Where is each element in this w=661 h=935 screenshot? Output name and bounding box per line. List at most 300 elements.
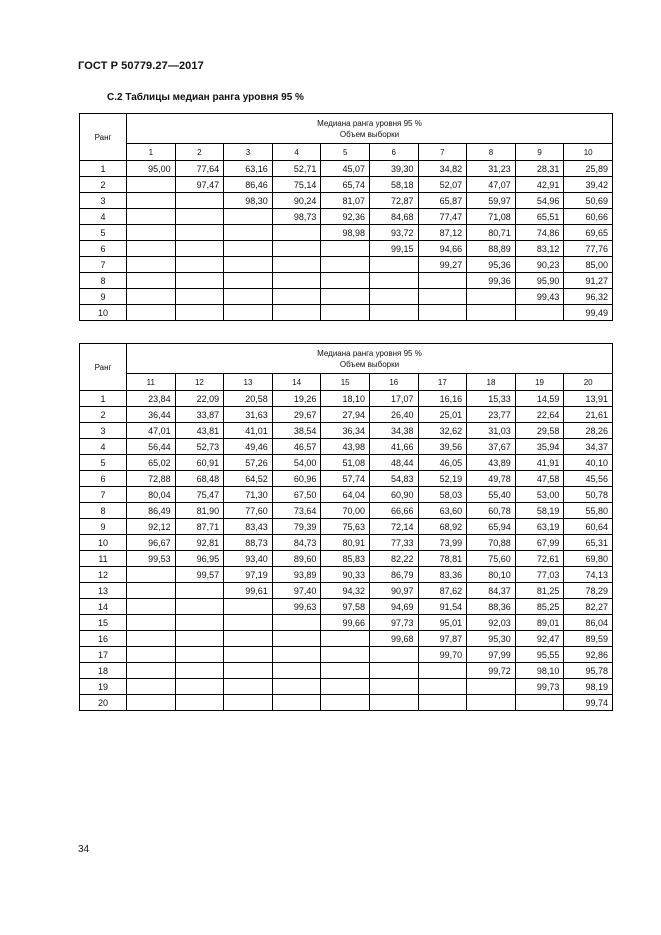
page-number: 34: [78, 844, 90, 855]
rank-cell: 5: [80, 455, 127, 471]
sample-size-header: 5: [321, 144, 370, 161]
value-cell: 80,04: [127, 487, 176, 503]
rank-table-2: [79, 343, 613, 711]
value-cell: [515, 305, 564, 321]
value-cell: [175, 615, 224, 631]
value-cell: 29,67: [272, 407, 321, 423]
value-cell: 86,04: [564, 615, 613, 631]
value-cell: 54,96: [515, 193, 564, 209]
value-cell: 74,86: [515, 225, 564, 241]
value-cell: [467, 289, 516, 305]
value-cell: 99,15: [369, 241, 418, 257]
value-cell: 22,64: [515, 407, 564, 423]
value-cell: 87,12: [418, 225, 467, 241]
sample-size-header-row: [80, 374, 613, 391]
value-cell: 52,19: [418, 471, 467, 487]
sample-size-header: 18: [467, 374, 516, 391]
rank-cell: 19: [80, 679, 127, 695]
value-cell: 70,00: [321, 503, 370, 519]
value-cell: 98,98: [321, 225, 370, 241]
value-cell: 93,89: [272, 567, 321, 583]
value-cell: [369, 257, 418, 273]
value-cell: [127, 257, 176, 273]
value-cell: [224, 647, 273, 663]
value-cell: 72,87: [369, 193, 418, 209]
value-cell: [175, 695, 224, 711]
value-cell: [224, 241, 273, 257]
value-cell: [127, 567, 176, 583]
value-cell: [321, 241, 370, 257]
sample-size-header: 11: [127, 374, 176, 391]
value-cell: [418, 679, 467, 695]
value-cell: [272, 679, 321, 695]
sample-size-header: 8: [467, 144, 516, 161]
value-cell: 65,31: [564, 535, 613, 551]
value-cell: 85,83: [321, 551, 370, 567]
value-cell: 23,84: [127, 391, 176, 407]
value-cell: 92,81: [175, 535, 224, 551]
value-cell: 28,31: [515, 161, 564, 177]
value-cell: [272, 257, 321, 273]
table-body: [80, 391, 613, 711]
rank-cell: 1: [80, 391, 127, 407]
rank-cell: 12: [80, 567, 127, 583]
value-cell: 71,08: [467, 209, 516, 225]
table-row: [80, 423, 613, 439]
value-cell: [418, 289, 467, 305]
value-cell: 97,87: [418, 631, 467, 647]
value-cell: 98,30: [224, 193, 273, 209]
value-cell: 77,76: [564, 241, 613, 257]
value-cell: 65,87: [418, 193, 467, 209]
value-cell: 65,02: [127, 455, 176, 471]
table-row: [80, 535, 613, 551]
value-cell: [224, 599, 273, 615]
value-cell: [369, 679, 418, 695]
table-row: [80, 631, 613, 647]
value-cell: 60,91: [175, 455, 224, 471]
value-cell: [321, 289, 370, 305]
value-cell: 88,89: [467, 241, 516, 257]
section-title: С.2 Таблицы медиан ранга уровня 95 %: [107, 92, 304, 103]
value-cell: 99,49: [564, 305, 613, 321]
rank-cell: 7: [80, 257, 127, 273]
value-cell: 96,95: [175, 551, 224, 567]
rank-cell: 15: [80, 615, 127, 631]
rank-cell: 13: [80, 583, 127, 599]
value-cell: 85,00: [564, 257, 613, 273]
value-cell: [272, 273, 321, 289]
value-cell: 45,07: [321, 161, 370, 177]
value-cell: 40,10: [564, 455, 613, 471]
value-cell: 82,27: [564, 599, 613, 615]
value-cell: 95,78: [564, 663, 613, 679]
value-cell: [272, 647, 321, 663]
value-cell: [369, 289, 418, 305]
value-cell: 59,97: [467, 193, 516, 209]
value-cell: 96,32: [564, 289, 613, 305]
value-cell: 89,59: [564, 631, 613, 647]
sample-size-header: 2: [175, 144, 224, 161]
value-cell: 47,07: [467, 177, 516, 193]
value-cell: 60,78: [467, 503, 516, 519]
value-cell: 64,52: [224, 471, 273, 487]
group-title-line-1: Медиана ранга уровня 95 %: [317, 118, 422, 128]
sample-size-header: 1: [127, 144, 176, 161]
group-title-line-2: Объем выборки: [339, 129, 400, 139]
value-cell: 94,66: [418, 241, 467, 257]
rank-cell: 9: [80, 519, 127, 535]
rank-cell: 2: [80, 177, 127, 193]
value-cell: [321, 679, 370, 695]
value-cell: 97,19: [224, 567, 273, 583]
value-cell: 93,40: [224, 551, 273, 567]
value-cell: 86,79: [369, 567, 418, 583]
value-cell: 43,98: [321, 439, 370, 455]
rank-cell: 14: [80, 599, 127, 615]
sample-size-header: 7: [418, 144, 467, 161]
sample-size-header: 4: [272, 144, 321, 161]
value-cell: [224, 679, 273, 695]
table-row: [80, 305, 613, 321]
table-row: [80, 407, 613, 423]
value-cell: 98,19: [564, 679, 613, 695]
value-cell: [175, 225, 224, 241]
value-cell: 90,33: [321, 567, 370, 583]
value-cell: 78,81: [418, 551, 467, 567]
value-cell: [127, 273, 176, 289]
value-cell: 80,10: [467, 567, 516, 583]
value-cell: [175, 273, 224, 289]
sample-size-header: 15: [321, 374, 370, 391]
value-cell: [127, 289, 176, 305]
value-cell: [175, 663, 224, 679]
value-cell: [272, 615, 321, 631]
table-body: [80, 161, 613, 321]
value-cell: 97,99: [467, 647, 516, 663]
table-row: [80, 599, 613, 615]
value-cell: 92,47: [515, 631, 564, 647]
value-cell: [369, 647, 418, 663]
value-cell: 26,40: [369, 407, 418, 423]
value-cell: 57,26: [224, 455, 273, 471]
group-title-line-1: Медиана ранга уровня 95 %: [317, 348, 422, 358]
rank-cell: 20: [80, 695, 127, 711]
group-title-line-2: Объем выборки: [339, 359, 400, 369]
value-cell: [467, 695, 516, 711]
value-cell: 37,67: [467, 439, 516, 455]
value-cell: 27,94: [321, 407, 370, 423]
value-cell: 73,64: [272, 503, 321, 519]
value-cell: 83,12: [515, 241, 564, 257]
value-cell: 95,01: [418, 615, 467, 631]
value-cell: [224, 305, 273, 321]
value-cell: 25,01: [418, 407, 467, 423]
value-cell: 56,44: [127, 439, 176, 455]
table-row: [80, 439, 613, 455]
value-cell: 16,16: [418, 391, 467, 407]
value-cell: [127, 647, 176, 663]
value-cell: [175, 193, 224, 209]
value-cell: 79,39: [272, 519, 321, 535]
value-cell: 89,60: [272, 551, 321, 567]
value-cell: [369, 305, 418, 321]
rank-cell: 18: [80, 663, 127, 679]
value-cell: [224, 225, 273, 241]
value-cell: 81,90: [175, 503, 224, 519]
sample-size-header: 19: [515, 374, 564, 391]
value-cell: 77,47: [418, 209, 467, 225]
value-cell: 13,91: [564, 391, 613, 407]
value-cell: 83,43: [224, 519, 273, 535]
value-cell: 28,26: [564, 423, 613, 439]
value-cell: 14,59: [515, 391, 564, 407]
value-cell: 97,73: [369, 615, 418, 631]
value-cell: 88,73: [224, 535, 273, 551]
value-cell: 72,61: [515, 551, 564, 567]
table-row: [80, 471, 613, 487]
value-cell: 65,94: [467, 519, 516, 535]
value-cell: [175, 305, 224, 321]
value-cell: [369, 663, 418, 679]
value-cell: [175, 583, 224, 599]
value-cell: 21,61: [564, 407, 613, 423]
rank-cell: 4: [80, 209, 127, 225]
value-cell: [272, 631, 321, 647]
value-cell: 31,63: [224, 407, 273, 423]
table-row: [80, 503, 613, 519]
value-cell: [175, 257, 224, 273]
value-cell: 58,18: [369, 177, 418, 193]
sample-size-header: 12: [175, 374, 224, 391]
value-cell: 60,96: [272, 471, 321, 487]
value-cell: 78,29: [564, 583, 613, 599]
value-cell: [127, 193, 176, 209]
value-cell: 88,36: [467, 599, 516, 615]
value-cell: 92,36: [321, 209, 370, 225]
value-cell: [321, 631, 370, 647]
value-cell: 33,87: [175, 407, 224, 423]
value-cell: 57,74: [321, 471, 370, 487]
table-row: [80, 273, 613, 289]
value-cell: 52,71: [272, 161, 321, 177]
value-cell: 97,58: [321, 599, 370, 615]
sample-size-header: 9: [515, 144, 564, 161]
table-row: [80, 615, 613, 631]
rank-cell: 10: [80, 535, 127, 551]
value-cell: 75,47: [175, 487, 224, 503]
value-cell: 34,38: [369, 423, 418, 439]
value-cell: 96,67: [127, 535, 176, 551]
sample-size-header: 20: [564, 374, 613, 391]
rank-cell: 6: [80, 241, 127, 257]
value-cell: [127, 679, 176, 695]
value-cell: 99,72: [467, 663, 516, 679]
sample-size-header-row: [80, 144, 613, 161]
value-cell: [418, 305, 467, 321]
value-cell: 99,73: [515, 679, 564, 695]
value-cell: 90,24: [272, 193, 321, 209]
rank-column-header: Ранг: [80, 114, 127, 161]
value-cell: 54,00: [272, 455, 321, 471]
value-cell: 68,92: [418, 519, 467, 535]
value-cell: 97,40: [272, 583, 321, 599]
group-header: [127, 344, 613, 374]
value-cell: 63,16: [224, 161, 273, 177]
value-cell: 92,03: [467, 615, 516, 631]
value-cell: 69,80: [564, 551, 613, 567]
table-row: [80, 551, 613, 567]
value-cell: 49,78: [467, 471, 516, 487]
value-cell: [272, 289, 321, 305]
table-row: [80, 647, 613, 663]
value-cell: 67,50: [272, 487, 321, 503]
value-cell: [224, 695, 273, 711]
value-cell: [127, 631, 176, 647]
value-cell: 60,90: [369, 487, 418, 503]
value-cell: 38,54: [272, 423, 321, 439]
value-cell: 19,26: [272, 391, 321, 407]
value-cell: [272, 241, 321, 257]
rank-cell: 16: [80, 631, 127, 647]
value-cell: 73,99: [418, 535, 467, 551]
table-row: [80, 161, 613, 177]
value-cell: 36,34: [321, 423, 370, 439]
value-cell: 34,37: [564, 439, 613, 455]
value-cell: 17,07: [369, 391, 418, 407]
value-cell: 95,55: [515, 647, 564, 663]
value-cell: 72,88: [127, 471, 176, 487]
value-cell: 94,32: [321, 583, 370, 599]
value-cell: 35,94: [515, 439, 564, 455]
value-cell: [127, 583, 176, 599]
value-cell: [175, 679, 224, 695]
value-cell: 70,88: [467, 535, 516, 551]
rank-cell: 11: [80, 551, 127, 567]
value-cell: 95,36: [467, 257, 516, 273]
value-cell: 84,73: [272, 535, 321, 551]
rank-cell: 2: [80, 407, 127, 423]
table-row: [80, 695, 613, 711]
value-cell: [127, 615, 176, 631]
rank-cell: 6: [80, 471, 127, 487]
value-cell: 84,37: [467, 583, 516, 599]
value-cell: 95,00: [127, 161, 176, 177]
value-cell: 72,14: [369, 519, 418, 535]
rank-cell: 9: [80, 289, 127, 305]
value-cell: [321, 257, 370, 273]
table-row: [80, 391, 613, 407]
value-cell: 31,03: [467, 423, 516, 439]
value-cell: [224, 631, 273, 647]
value-cell: 63,19: [515, 519, 564, 535]
table-row: [80, 289, 613, 305]
value-cell: 98,10: [515, 663, 564, 679]
value-cell: 89,01: [515, 615, 564, 631]
value-cell: 32,62: [418, 423, 467, 439]
value-cell: 22,09: [175, 391, 224, 407]
table-row: [80, 193, 613, 209]
value-cell: [175, 289, 224, 305]
value-cell: 90,97: [369, 583, 418, 599]
value-cell: 48,44: [369, 455, 418, 471]
value-cell: 83,36: [418, 567, 467, 583]
value-cell: 18,10: [321, 391, 370, 407]
table-row: [80, 663, 613, 679]
value-cell: 43,81: [175, 423, 224, 439]
table-row: [80, 209, 613, 225]
value-cell: [321, 273, 370, 289]
value-cell: 41,66: [369, 439, 418, 455]
value-cell: [127, 225, 176, 241]
value-cell: 25,89: [564, 161, 613, 177]
rank-cell: 1: [80, 161, 127, 177]
value-cell: 91,27: [564, 273, 613, 289]
value-cell: 45,56: [564, 471, 613, 487]
value-cell: 66,66: [369, 503, 418, 519]
value-cell: 80,91: [321, 535, 370, 551]
value-cell: [127, 663, 176, 679]
rank-cell: 10: [80, 305, 127, 321]
value-cell: 50,69: [564, 193, 613, 209]
value-cell: 81,25: [515, 583, 564, 599]
value-cell: [224, 615, 273, 631]
table-row: [80, 177, 613, 193]
table-row: [80, 519, 613, 535]
value-cell: 58,03: [418, 487, 467, 503]
value-cell: [272, 225, 321, 241]
value-cell: [224, 273, 273, 289]
sample-size-header: 16: [369, 374, 418, 391]
value-cell: 41,01: [224, 423, 273, 439]
value-cell: 49,46: [224, 439, 273, 455]
sample-size-header: 17: [418, 374, 467, 391]
value-cell: 82,22: [369, 551, 418, 567]
value-cell: 41,91: [515, 455, 564, 471]
rank-cell: 4: [80, 439, 127, 455]
table-row: [80, 567, 613, 583]
value-cell: [272, 663, 321, 679]
value-cell: 99,68: [369, 631, 418, 647]
value-cell: 36,44: [127, 407, 176, 423]
value-cell: 65,51: [515, 209, 564, 225]
value-cell: 77,60: [224, 503, 273, 519]
value-cell: [127, 241, 176, 257]
rank-cell: 8: [80, 273, 127, 289]
value-cell: [418, 663, 467, 679]
value-cell: [418, 695, 467, 711]
value-cell: 99,66: [321, 615, 370, 631]
value-cell: 55,80: [564, 503, 613, 519]
value-cell: [369, 695, 418, 711]
value-cell: 39,56: [418, 439, 467, 455]
value-cell: 47,01: [127, 423, 176, 439]
value-cell: [175, 209, 224, 225]
value-cell: 51,08: [321, 455, 370, 471]
value-cell: 99,57: [175, 567, 224, 583]
value-cell: [127, 209, 176, 225]
rank-table-1: [79, 113, 613, 321]
rank-cell: 3: [80, 423, 127, 439]
value-cell: 74,13: [564, 567, 613, 583]
value-cell: [127, 177, 176, 193]
value-cell: 90,23: [515, 257, 564, 273]
value-cell: 99,43: [515, 289, 564, 305]
rank-cell: 17: [80, 647, 127, 663]
value-cell: 75,14: [272, 177, 321, 193]
value-cell: [467, 679, 516, 695]
document-header: ГОСТ Р 50779.27—2017: [78, 60, 204, 72]
